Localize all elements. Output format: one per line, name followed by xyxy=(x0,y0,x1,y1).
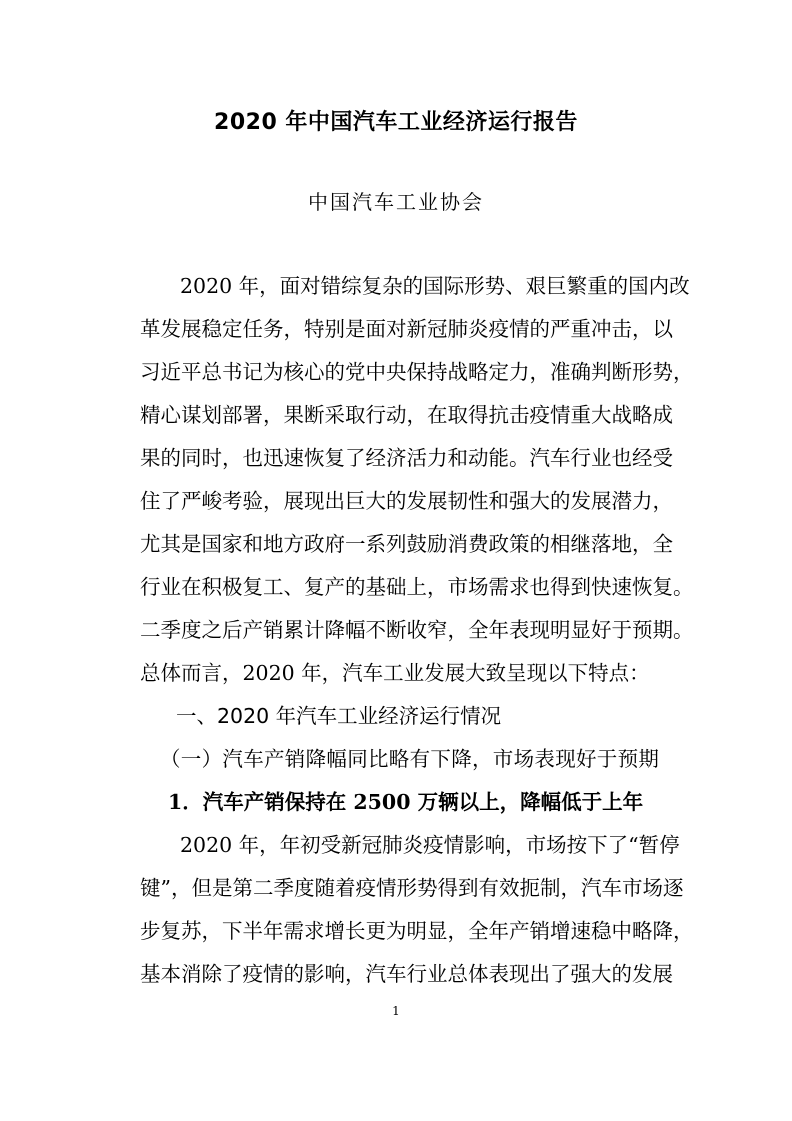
paragraph-line: 二季度之后产销累计降幅不断收窄，全年表现明显好于预期。 xyxy=(140,618,694,642)
paragraph-line: 基本消除了疫情的影响，汽车行业总体表现出了强大的发展 xyxy=(140,962,673,986)
paragraph-line: 总体而言，2020 年，汽车工业发展大致呈现以下特点： xyxy=(140,661,650,685)
document-author: 中国汽车工业协会 xyxy=(308,190,484,214)
paragraph-line: 住了严峻考验，展现出巨大的发展韧性和强大的发展潜力， xyxy=(140,489,673,513)
paragraph-line: 尤其是国家和地方政府一系列鼓励消费政策的相继落地，全 xyxy=(140,532,673,556)
page-number: 1 xyxy=(392,1004,400,1018)
paragraph-line: 行业在积极复工、复产的基础上，市场需求也得到快速恢复。 xyxy=(140,575,694,599)
subsection-heading: （一）汽车产销降幅同比略有下降，市场表现好于预期 xyxy=(160,747,660,771)
paragraph-line: 2020 年，年初受新冠肺炎疫情影响，市场按下了“暂停 xyxy=(180,833,680,857)
section-heading: 一、2020 年汽车工业经济运行情况 xyxy=(176,704,502,728)
paragraph-line: 果的同时，也迅速恢复了经济活力和动能。汽车行业也经受 xyxy=(140,446,673,470)
paragraph-line: 键”，但是第二季度随着疫情形势得到有效扼制，汽车市场逐 xyxy=(140,876,684,900)
paragraph-line: 精心谋划部署，果断采取行动，在取得抗击疫情重大战略成 xyxy=(140,403,673,427)
paragraph-line: 2020 年，面对错综复杂的国际形势、艰巨繁重的国内改 xyxy=(180,274,690,298)
item-heading: 1．汽车产销保持在 2500 万辆以上，降幅低于上年 xyxy=(168,790,644,814)
paragraph-line: 习近平总书记为核心的党中央保持战略定力，准确判断形势， xyxy=(140,360,694,384)
document-title: 2020 年中国汽车工业经济运行报告 xyxy=(214,110,578,135)
paragraph-line: 步复苏，下半年需求增长更为明显，全年产销增速稳中略降， xyxy=(140,919,694,943)
paragraph-line: 革发展稳定任务，特别是面对新冠肺炎疫情的严重冲击，以 xyxy=(140,317,673,341)
